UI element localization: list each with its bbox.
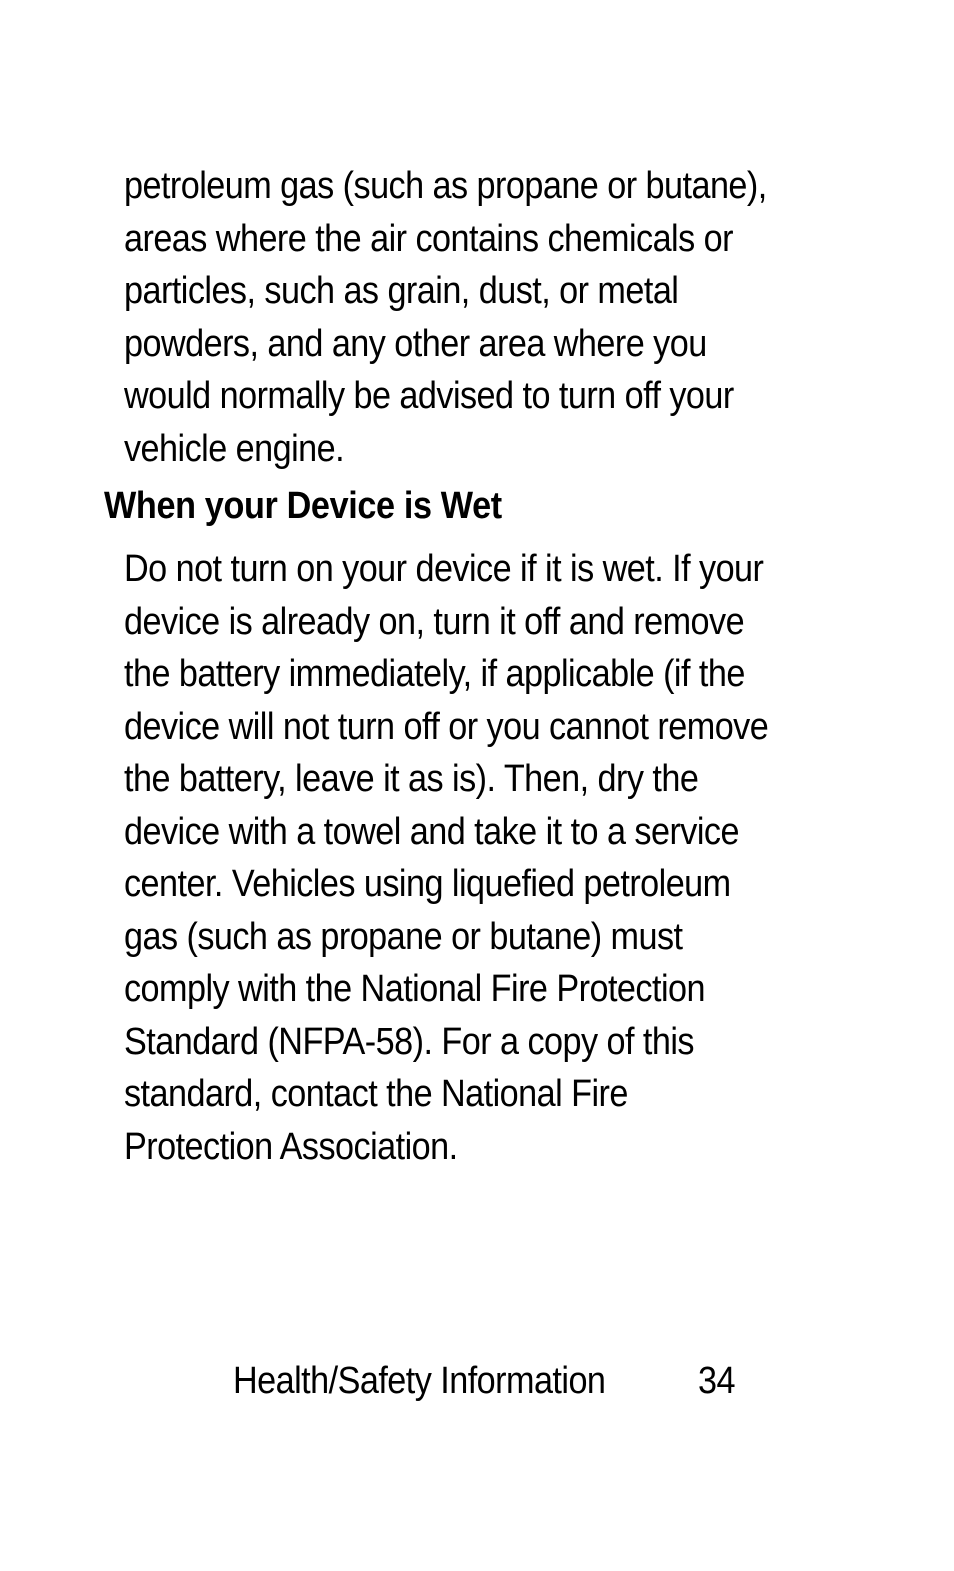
paragraph-line: the battery immediately, if applicable (if the <box>124 653 745 695</box>
paragraph-line: gas (such as propane or butane) must <box>124 915 683 958</box>
section-heading: When your Device is Wet <box>104 485 502 527</box>
continued-paragraph <box>124 160 767 475</box>
paragraph-line: areas where the air contains chemicals or <box>124 217 733 260</box>
paragraph-line: vehicle engine. <box>124 427 345 470</box>
footer-section-title: Health/Safety Information <box>233 1360 606 1402</box>
paragraph-line: powders, and any other area where you <box>124 322 707 365</box>
paragraph-line: comply with the National Fire Protection <box>124 968 705 1010</box>
footer-page-number: 34 <box>698 1360 735 1402</box>
section-paragraph <box>124 543 769 1173</box>
paragraph-line: Standard (NFPA-58). For a copy of this <box>124 1020 694 1063</box>
paragraph-line: device with a towel and take it to a service <box>124 810 739 853</box>
paragraph-line: standard, contact the National Fire <box>124 1073 628 1115</box>
paragraph-line: particles, such as grain, dust, or metal <box>124 270 679 312</box>
paragraph-line: Protection Association. <box>124 1125 458 1168</box>
paragraph-line: Do not turn on your device if it is wet. If your <box>124 548 764 590</box>
paragraph-line: the battery, leave it as is). Then, dry the <box>124 758 699 800</box>
paragraph-line: center. Vehicles using liquefied petroleum <box>124 863 731 905</box>
paragraph-line: device is already on, turn it off and remove <box>124 600 745 643</box>
paragraph-line: would normally be advised to turn off your <box>124 375 734 417</box>
paragraph-line: petroleum gas (such as propane or butane), <box>124 165 767 207</box>
paragraph-line: device will not turn off or you cannot remove <box>124 705 769 748</box>
